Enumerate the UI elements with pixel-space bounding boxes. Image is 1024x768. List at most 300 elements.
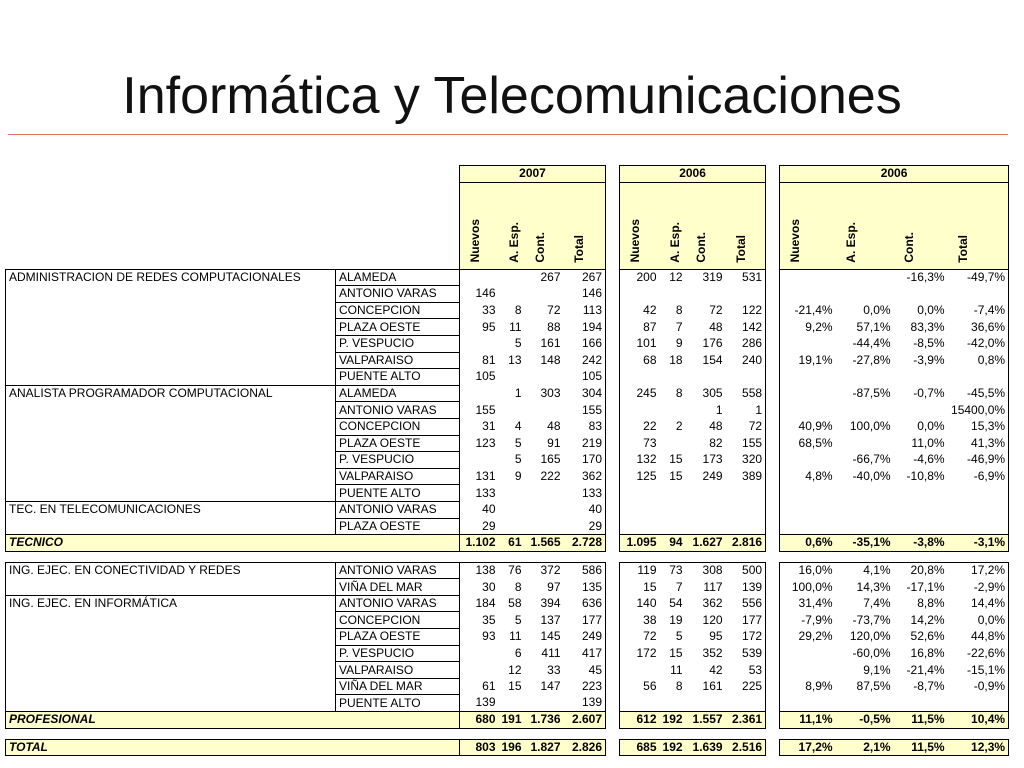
value-cell: -7,9% [780,612,836,629]
group-gap [606,739,620,756]
group-gap [606,562,620,579]
value-cell: 242 [564,352,606,369]
value-cell: 54 [669,596,683,611]
value-cell: 120 [702,612,723,627]
value-cell: 194 [564,319,606,336]
value-cell: -44,4% [852,336,891,351]
value-cell: 45 [564,662,606,679]
group-gap [766,335,780,352]
value-cell [780,645,836,662]
value-cell [780,286,836,303]
column-header-label: Total [733,234,748,263]
group-gap [766,319,780,336]
table-row [6,452,1009,469]
group-gap [766,562,780,579]
value-cell: 40 [564,501,606,518]
value-cell: 139 [564,695,606,712]
value-cell [894,518,948,535]
column-header [726,182,766,269]
value-cell: 319 [686,269,726,286]
value-cell: 1.639 [686,739,726,756]
value-cell: 612 [620,712,660,729]
spacer-cell [836,728,894,739]
group-gap [606,435,620,452]
value-cell: 19,1% [780,352,836,369]
value-cell: 101 [620,335,660,352]
spacer-row [6,551,1009,562]
spacer-cell [620,728,660,739]
group-gap [766,712,780,729]
group-gap [766,286,780,303]
value-cell: 100,0% [849,419,891,434]
value-cell: 2 [675,419,683,434]
table-row [6,352,1009,369]
value-cell: 31 [460,418,499,435]
value-cell: 68 [620,352,660,369]
year-header: 2006 [620,166,766,183]
value-cell: -0,7% [913,386,945,401]
value-cell: 117 [703,579,723,594]
value-cell: 0,0% [948,612,1009,629]
value-cell: 4 [514,419,522,434]
value-cell: 249 [564,629,606,646]
site-cell: VALPARAISO [336,662,460,679]
site-cell: PUENTE ALTO [336,369,460,386]
spacer-cell [460,728,499,739]
group-gap [766,182,780,269]
value-cell: 308 [686,562,726,579]
value-cell: 29 [564,518,606,535]
total-label: TOTAL [6,739,460,756]
value-cell [660,435,686,452]
value-cell [948,695,1009,712]
site-cell: ANTONIO VARAS [336,595,460,612]
value-cell: 83,3% [910,319,945,334]
value-cell: 31,4% [780,595,836,612]
career-cell [6,645,336,662]
group-gap [766,612,780,629]
value-cell: 2.826 [564,739,606,756]
career-cell [6,612,336,629]
group-gap [766,695,780,712]
site-cell: ANTONIO VARAS [336,402,460,419]
value-cell [726,286,766,303]
value-cell: 0,8% [948,352,1009,369]
value-cell [894,485,948,502]
career-cell [6,452,336,469]
value-cell: -66,7% [852,452,891,467]
table-row [6,501,1009,518]
value-cell [620,501,660,518]
value-cell: 15 [669,469,683,484]
value-cell: 100,0% [780,579,836,596]
value-cell: 15400,0% [948,402,1009,419]
column-header [836,182,894,269]
value-cell: 531 [726,269,766,286]
group-gap [606,535,620,552]
value-cell: 137 [540,612,561,627]
value-cell [460,645,499,662]
site-cell: VALPARAISO [336,468,460,485]
site-cell: VALPARAISO [336,352,460,369]
value-cell [686,695,726,712]
table-row [6,612,1009,629]
value-cell: 303 [540,386,561,401]
value-cell [525,286,564,303]
value-cell: 172 [620,645,660,662]
group-gap [766,485,780,502]
career-cell [6,435,336,452]
value-cell: 372 [525,562,564,579]
group-gap [766,579,780,596]
value-cell [780,335,836,352]
value-cell: 131 [460,468,499,485]
page-title: Informática y Telecomunicaciones [122,67,902,125]
value-cell: 94 [660,535,686,552]
value-cell: 411 [541,645,561,660]
table-row [6,662,1009,679]
site-cell: ALAMEDA [336,385,460,402]
site-cell: P. VESPUCIO [336,452,460,469]
value-cell: 135 [564,579,606,596]
spacer-cell [780,728,836,739]
value-cell: 138 [460,562,499,579]
value-cell: 4,1% [836,562,894,579]
value-cell: 38 [620,612,660,629]
column-header-label: Nuevos [628,219,643,263]
value-cell: 286 [726,335,766,352]
value-cell [780,385,836,402]
value-cell [726,485,766,502]
value-cell: 176 [702,336,723,351]
spacer-cell [460,551,499,562]
value-cell [686,485,726,502]
value-cell: 155 [564,402,606,419]
table-row [6,468,1009,485]
value-cell: 11 [509,319,522,334]
value-cell: 16,0% [780,562,836,579]
career-cell: ADMINISTRACION DE REDES COMPUTACIONALES [6,269,336,286]
spacer-cell [686,728,726,739]
value-cell: 29 [460,518,499,535]
title-divider [8,134,1008,135]
career-cell: ANALISTA PROGRAMADOR COMPUTACIONAL [6,385,336,402]
value-cell [836,286,894,303]
value-cell: -3,9% [913,352,945,367]
column-header-label: Nuevos [788,219,803,263]
group-gap [606,385,620,402]
career-cell [6,629,336,646]
value-cell: 177 [726,612,766,629]
value-cell: 145 [540,629,561,644]
value-cell [525,695,564,712]
group-gap [606,452,620,469]
value-cell: 142 [726,319,766,336]
value-cell: 154 [702,352,723,367]
site-cell: VIÑA DEL MAR [336,678,460,695]
value-cell [620,695,660,712]
value-cell: 82 [709,435,723,450]
table-row [6,335,1009,352]
value-cell [460,269,499,286]
value-cell: 48 [709,319,723,334]
spacer-cell [564,551,606,562]
value-cell: 1.102 [460,535,499,552]
value-cell: 2.728 [564,535,606,552]
value-cell: 18 [669,352,683,367]
value-cell: 1 [726,402,766,419]
value-cell: 2.816 [726,535,766,552]
year-header: 2007 [460,166,606,183]
value-cell [836,518,894,535]
value-cell [836,695,894,712]
group-gap [606,166,620,183]
value-cell: -17,1% [906,579,945,594]
career-cell: ING. EJEC. EN CONECTIVIDAD Y REDES [6,562,336,579]
value-cell: 170 [564,452,606,469]
value-cell: 97 [547,579,561,594]
value-cell: 9 [675,336,683,351]
table-body [6,166,1009,756]
value-cell [499,501,525,518]
value-cell: 76 [499,562,525,579]
value-cell: 8,8% [917,596,945,611]
group-gap [606,501,620,518]
value-cell: 81 [460,352,499,369]
value-cell: -0,5% [836,712,894,729]
value-cell: 192 [660,712,686,729]
group-gap [606,485,620,502]
value-cell: 15 [669,645,683,660]
value-cell: 14,2% [910,612,945,627]
value-cell [499,518,525,535]
value-cell: 40,9% [780,418,836,435]
group-gap [606,418,620,435]
group-gap [766,595,780,612]
group-gap [606,629,620,646]
group-gap [606,579,620,596]
career-cell [6,518,336,535]
value-cell [460,452,499,469]
column-header [780,182,836,269]
value-cell: 11,1% [780,712,836,729]
career-cell [6,369,336,386]
group-gap [766,468,780,485]
value-cell: 389 [726,468,766,485]
value-cell [780,518,836,535]
value-cell: 105 [460,369,499,386]
value-cell: 184 [460,595,499,612]
subtotal-label: PROFESIONAL [6,712,460,729]
value-cell [460,662,499,679]
value-cell: 1 [715,402,723,417]
group-gap [766,739,780,756]
career-cell [6,579,336,596]
career-cell [6,485,336,502]
subtotal-row [6,712,1009,729]
group-gap [606,662,620,679]
value-cell: 8 [675,386,683,401]
value-cell: 15 [620,579,660,596]
column-header [620,182,660,269]
spacer-cell [686,551,726,562]
group-gap [766,418,780,435]
value-cell: 12 [660,269,686,286]
value-cell [836,369,894,386]
value-cell: 680 [460,712,499,729]
column-header-label: Nuevos [468,219,482,263]
value-cell: 5 [514,452,522,467]
value-cell [499,369,525,386]
career-cell: TEC. EN TELECOMUNICACIONES [6,501,336,518]
value-cell: 8 [675,303,683,318]
site-cell: PLAZA OESTE [336,518,460,535]
value-cell: -46,9% [948,452,1009,469]
site-cell: ANTONIO VARAS [336,286,460,303]
spacer-cell [836,551,894,562]
value-cell [525,369,564,386]
value-cell: 133 [564,485,606,502]
value-cell: 249 [702,469,723,484]
site-cell: PUENTE ALTO [336,695,460,712]
value-cell [499,485,525,502]
group-gap [606,612,620,629]
group-gap [606,712,620,729]
value-cell: -6,9% [948,468,1009,485]
value-cell: 91 [547,435,561,450]
value-cell: 196 [499,739,525,756]
group-gap [606,182,620,269]
value-cell: 1.827 [525,739,564,756]
value-cell [620,402,660,419]
table-row [6,385,1009,402]
value-cell [660,518,686,535]
site-cell: P. VESPUCIO [336,645,460,662]
site-cell: PLAZA OESTE [336,629,460,646]
value-cell: 7 [675,579,683,594]
value-cell: 87 [620,319,660,336]
group-gap [606,595,620,612]
value-cell: 1.557 [686,712,726,729]
column-header-label: Cont. [532,231,547,263]
value-cell: 123 [460,435,499,452]
value-cell: 304 [564,385,606,402]
value-cell [686,286,726,303]
group-gap [766,435,780,452]
header-blank [6,182,336,269]
value-cell [499,695,525,712]
spacer-cell [660,728,686,739]
value-cell [525,501,564,518]
value-cell: 72 [547,303,561,318]
value-cell: 122 [726,302,766,319]
table-row [6,369,1009,386]
value-cell: 33 [460,302,499,319]
value-cell: 636 [564,595,606,612]
value-cell: 2.607 [564,712,606,729]
value-cell: 93 [460,629,499,646]
value-cell [686,501,726,518]
table-row [6,302,1009,319]
spacer-cell [606,551,620,562]
group-gap [766,385,780,402]
table-row [6,695,1009,712]
career-cell [6,418,336,435]
value-cell: 61 [499,535,525,552]
value-cell: 362 [702,596,723,611]
group-gap [606,518,620,535]
value-cell: 10,4% [948,712,1009,729]
career-cell [6,402,336,419]
value-cell: 120,0% [849,629,891,644]
value-cell: 155 [460,402,499,419]
value-cell: -0,9% [948,678,1009,695]
value-cell: 7 [675,319,683,334]
site-cell: CONCEPCION [336,612,460,629]
group-gap [606,695,620,712]
value-cell [525,518,564,535]
value-cell: 15,3% [948,418,1009,435]
value-cell: 95 [709,629,723,644]
value-cell: 140 [620,595,660,612]
spacer-cell [620,551,660,562]
value-cell: 173 [702,452,723,467]
career-cell [6,335,336,352]
value-cell: 0,0% [917,303,945,318]
value-cell: -3,1% [948,535,1009,552]
value-cell [620,485,660,502]
value-cell: 139 [460,695,499,712]
value-cell: -2,9% [948,579,1009,596]
spacer-cell [336,728,460,739]
table-row [6,645,1009,662]
value-cell [460,335,499,352]
value-cell: 1.095 [620,535,660,552]
value-cell: 61 [460,678,499,695]
year-header: 2006 [780,166,1009,183]
column-header-label: Cont. [901,231,916,263]
value-cell: 73 [620,435,660,452]
value-cell [894,402,948,419]
value-cell: 57,1% [856,319,891,334]
value-cell: -15,1% [948,662,1009,679]
value-cell: 417 [564,645,606,662]
value-cell [660,501,686,518]
table-row [6,518,1009,535]
value-cell [525,485,564,502]
group-gap [766,535,780,552]
group-gap [606,352,620,369]
value-cell [780,662,836,679]
column-header [564,182,606,269]
value-cell [660,286,686,303]
value-cell: 11 [670,662,683,677]
spacer-cell [525,551,564,562]
value-cell [525,402,564,419]
value-cell: 172 [726,629,766,646]
value-cell: 48 [709,419,723,434]
table-row [6,286,1009,303]
value-cell: 41,3% [948,435,1009,452]
value-cell: 558 [726,385,766,402]
value-cell: 240 [726,352,766,369]
value-cell: 225 [726,678,766,695]
table-row [6,678,1009,695]
header-year-row [6,166,1009,183]
site-cell: ANTONIO VARAS [336,501,460,518]
value-cell: 12 [508,662,522,677]
column-header [686,182,726,269]
